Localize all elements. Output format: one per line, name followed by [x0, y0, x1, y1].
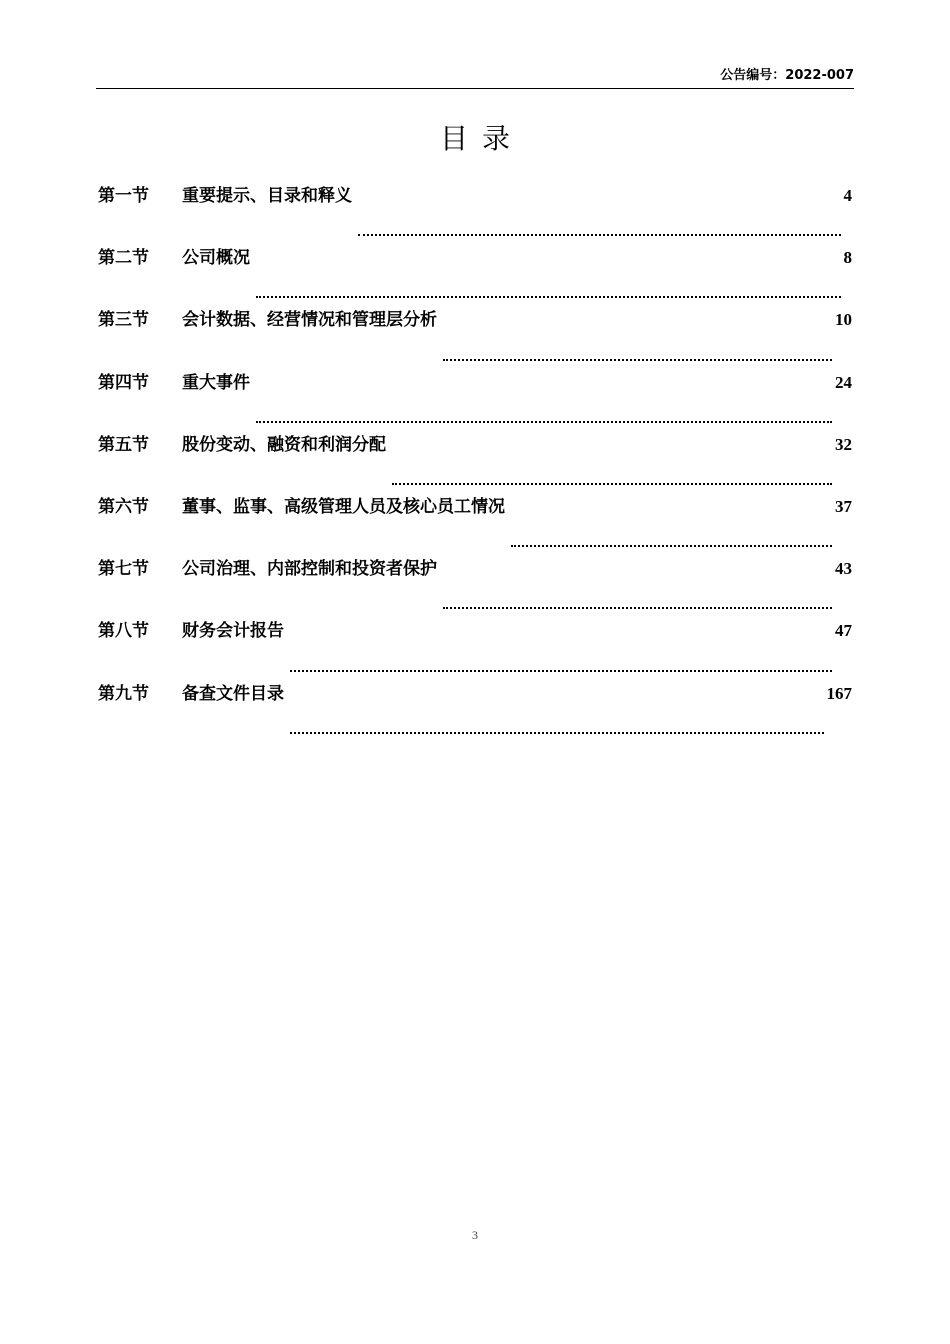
toc-section-label: 第四节 [98, 372, 149, 393]
toc-page-number: 10 [835, 310, 852, 330]
toc-entry-title: 重大事件 [182, 372, 250, 393]
toc-entry-title: 会计数据、经营情况和管理层分析 [182, 310, 437, 331]
toc-page-number: 32 [835, 434, 852, 454]
toc-section-label: 第二节 [98, 248, 149, 269]
page-title: 目录 [439, 122, 524, 155]
toc-entry[interactable] [98, 680, 852, 742]
toc-page-number: 24 [835, 372, 852, 392]
toc-entry[interactable] [98, 244, 852, 306]
toc-entry[interactable] [98, 182, 852, 244]
toc-section-label: 第五节 [98, 434, 149, 455]
toc-page-number: 167 [826, 683, 852, 703]
announcement-number: 公告编号：2022-007 [720, 68, 854, 83]
dot-leader [358, 234, 841, 236]
toc-page-number: 8 [843, 248, 852, 268]
dot-leader [443, 607, 832, 609]
dot-leader [511, 545, 832, 547]
toc-page-number: 47 [835, 621, 852, 641]
toc-section-label: 第一节 [98, 186, 149, 206]
toc-entry-title: 股份变动、融资和利润分配 [182, 434, 386, 455]
toc-entry-title: 董事、监事、高级管理人员及核心员工情况 [182, 496, 505, 517]
toc-entry-title: 重要提示、目录和释义 [182, 186, 352, 206]
toc-entry-title: 备查文件目录 [182, 683, 284, 704]
dot-leader [290, 670, 832, 672]
dot-leader [256, 421, 832, 423]
dot-leader [290, 732, 824, 734]
toc-entry[interactable] [98, 306, 852, 368]
toc-page-number: 37 [835, 496, 852, 516]
toc-section-label: 第八节 [98, 621, 149, 642]
toc-page-number: 43 [835, 559, 852, 579]
toc-entry-title: 财务会计报告 [182, 621, 284, 642]
toc-entry-title: 公司概况 [182, 248, 250, 269]
toc-entry[interactable] [98, 369, 852, 431]
dot-leader [392, 483, 832, 485]
toc-entry[interactable] [98, 555, 852, 617]
dot-leader [256, 296, 841, 298]
table-of-contents [98, 182, 852, 742]
toc-entry[interactable] [98, 617, 852, 679]
toc-page-number: 4 [843, 186, 852, 205]
page-header [96, 64, 854, 89]
toc-entry-title: 公司治理、内部控制和投资者保护 [182, 559, 437, 580]
toc-section-label: 第九节 [98, 683, 149, 704]
toc-entry[interactable] [98, 431, 852, 493]
toc-section-label: 第三节 [98, 310, 149, 331]
dot-leader [443, 359, 832, 361]
toc-entry[interactable] [98, 493, 852, 555]
footer-page-number: 3 [472, 1228, 478, 1242]
toc-section-label: 第六节 [98, 496, 149, 517]
toc-section-label: 第七节 [98, 559, 149, 580]
